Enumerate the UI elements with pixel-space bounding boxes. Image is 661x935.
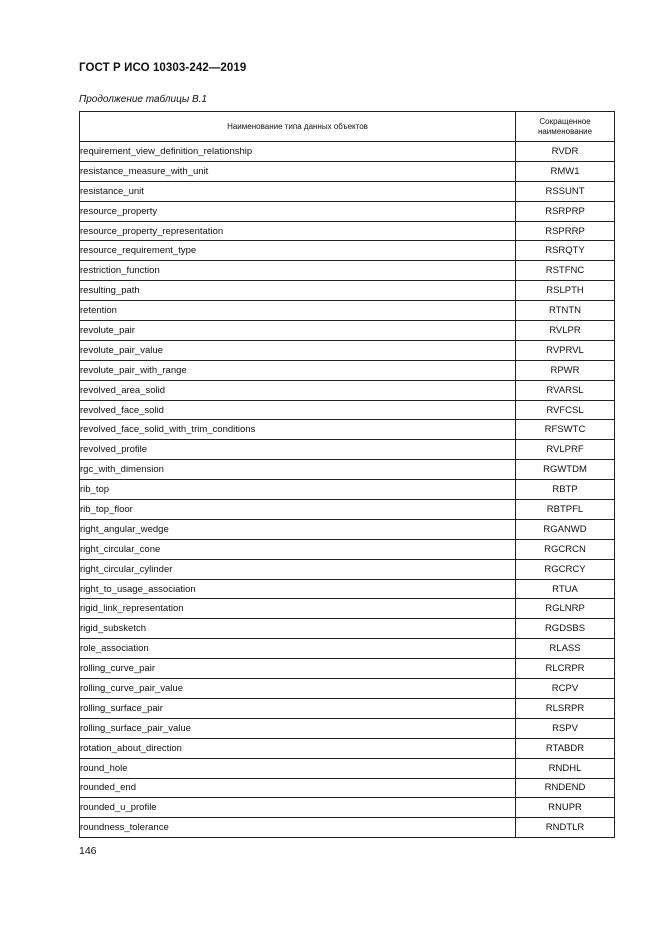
table-row (80, 778, 615, 798)
table-row (80, 818, 615, 838)
short-name-cell: RVARSL (516, 380, 615, 400)
entity-name-cell: resource_property_representation (80, 221, 516, 241)
entity-name-cell: rigid_link_representation (80, 599, 516, 619)
table-row (80, 181, 615, 201)
table-row (80, 420, 615, 440)
entity-name-cell: right_angular_wedge (80, 519, 516, 539)
entity-name-cell: rounded_end (80, 778, 516, 798)
table-row (80, 440, 615, 460)
short-name-cell: RGANWD (516, 519, 615, 539)
table-row (80, 798, 615, 818)
short-name-cell: RGCRCN (516, 539, 615, 559)
table-row (80, 718, 615, 738)
table-row (80, 619, 615, 639)
entity-name-cell: roundness_tolerance (80, 818, 516, 838)
table-row (80, 579, 615, 599)
entity-name-cell: rolling_curve_pair_value (80, 679, 516, 699)
page-number: 146 (79, 845, 97, 857)
short-name-cell: RMW1 (516, 161, 615, 181)
entity-name-cell: rotation_about_direction (80, 738, 516, 758)
short-name-cell: RVFCSL (516, 400, 615, 420)
table-row (80, 559, 615, 579)
entity-name-cell: resulting_path (80, 281, 516, 301)
short-name-cell: RGCRCY (516, 559, 615, 579)
table-row (80, 599, 615, 619)
table-header-row (80, 112, 615, 142)
short-name-cell: RNDHL (516, 758, 615, 778)
table-row (80, 360, 615, 380)
table-row (80, 738, 615, 758)
entity-name-cell: right_circular_cone (80, 539, 516, 559)
entity-name-cell: resistance_measure_with_unit (80, 161, 516, 181)
short-name-cell: RSPRRP (516, 221, 615, 241)
short-name-cell: RSTFNC (516, 261, 615, 281)
entity-name-cell: revolved_area_solid (80, 380, 516, 400)
entity-name-cell: rolling_surface_pair (80, 698, 516, 718)
entity-name-cell: rgc_with_dimension (80, 460, 516, 480)
table-row (80, 142, 615, 162)
table-row (80, 201, 615, 221)
table-row (80, 321, 615, 341)
table-row (80, 340, 615, 360)
short-name-cell: RFSWTC (516, 420, 615, 440)
table-row (80, 758, 615, 778)
table-row (80, 281, 615, 301)
entity-name-cell: rounded_u_profile (80, 798, 516, 818)
table-row (80, 221, 615, 241)
document-header: ГОСТ Р ИСО 10303-242—2019 (79, 62, 247, 74)
table-row (80, 241, 615, 261)
table-row (80, 380, 615, 400)
short-name-cell: RVDR (516, 142, 615, 162)
entity-name-cell: right_to_usage_association (80, 579, 516, 599)
table-row (80, 261, 615, 281)
short-name-cell: RLSRPR (516, 698, 615, 718)
column-header-name: Наименование типа данных объектов (80, 112, 516, 142)
short-name-cell: RNDEND (516, 778, 615, 798)
short-name-cell: RTUA (516, 579, 615, 599)
short-name-cell: RTNTN (516, 301, 615, 321)
short-name-cell: RGLNRP (516, 599, 615, 619)
data-table (79, 111, 615, 838)
table-row (80, 500, 615, 520)
entity-name-cell: role_association (80, 639, 516, 659)
table-row (80, 539, 615, 559)
short-name-cell: RCPV (516, 679, 615, 699)
table-caption: Продолжение таблицы В.1 (79, 94, 207, 105)
short-name-cell: RGDSBS (516, 619, 615, 639)
short-name-cell: RVLPR (516, 321, 615, 341)
entity-name-cell: restriction_function (80, 261, 516, 281)
entity-name-cell: requirement_view_definition_relationship (80, 142, 516, 162)
table-row (80, 679, 615, 699)
short-name-cell: RSPV (516, 718, 615, 738)
short-name-cell: RSRQTY (516, 241, 615, 261)
table-row (80, 460, 615, 480)
entity-name-cell: rib_top (80, 480, 516, 500)
short-name-cell: RVLPRF (516, 440, 615, 460)
entity-name-cell: revolute_pair_with_range (80, 360, 516, 380)
entity-name-cell: rolling_curve_pair (80, 659, 516, 679)
short-name-cell: RBTP (516, 480, 615, 500)
short-name-cell: RLASS (516, 639, 615, 659)
table-row (80, 659, 615, 679)
entity-name-cell: revolute_pair_value (80, 340, 516, 360)
table-row (80, 639, 615, 659)
table-row (80, 161, 615, 181)
entity-name-cell: revolute_pair (80, 321, 516, 341)
entity-name-cell: resource_property (80, 201, 516, 221)
entity-name-cell: right_circular_cylinder (80, 559, 516, 579)
table-body (80, 142, 615, 838)
entity-name-cell: revolved_profile (80, 440, 516, 460)
entity-name-cell: resource_requirement_type (80, 241, 516, 261)
short-name-cell: RNUPR (516, 798, 615, 818)
entity-name-cell: revolved_face_solid (80, 400, 516, 420)
entity-name-cell: rolling_surface_pair_value (80, 718, 516, 738)
entity-name-cell: revolved_face_solid_with_trim_conditions (80, 420, 516, 440)
short-name-cell: RTABDR (516, 738, 615, 758)
short-name-cell: RSRPRP (516, 201, 615, 221)
short-name-cell: RVPRVL (516, 340, 615, 360)
entity-name-cell: retention (80, 301, 516, 321)
entity-name-cell: rigid_subsketch (80, 619, 516, 639)
entity-name-cell: round_hole (80, 758, 516, 778)
table-row (80, 698, 615, 718)
short-name-cell: RSLPTH (516, 281, 615, 301)
short-name-cell: RBTPFL (516, 500, 615, 520)
short-name-cell: RPWR (516, 360, 615, 380)
short-name-cell: RLCRPR (516, 659, 615, 679)
table-row (80, 480, 615, 500)
entity-name-cell: rib_top_floor (80, 500, 516, 520)
short-name-cell: RNDTLR (516, 818, 615, 838)
table-row (80, 519, 615, 539)
short-name-cell: RSSUNT (516, 181, 615, 201)
entity-name-cell: resistance_unit (80, 181, 516, 201)
table-row (80, 400, 615, 420)
column-header-abbreviation: Сокращенное наименование (516, 112, 615, 142)
table-row (80, 301, 615, 321)
short-name-cell: RGWTDM (516, 460, 615, 480)
